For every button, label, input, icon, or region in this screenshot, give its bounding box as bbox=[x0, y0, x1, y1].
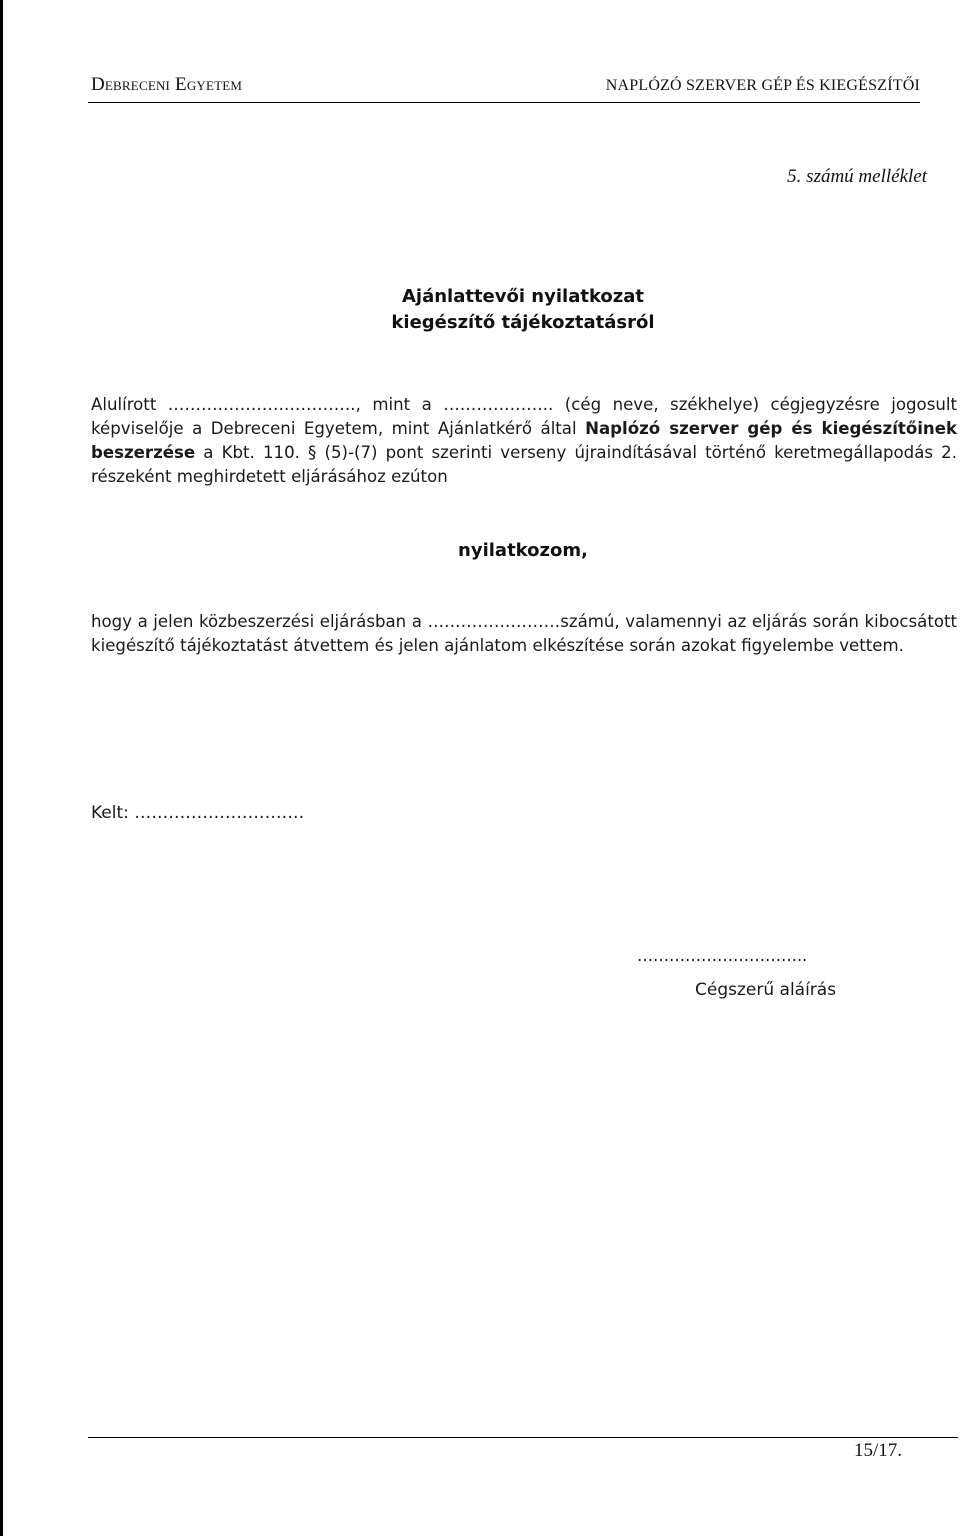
annex-label: 5. számú melléklet bbox=[787, 166, 927, 187]
document-subtitle: kiegészítő tájékoztatásról bbox=[391, 312, 655, 333]
intro-procurement-name: Naplózó szerver gép és kiegészítőinek beszerzése bbox=[91, 419, 958, 462]
page-number: 15/17. bbox=[854, 1440, 903, 1461]
signature-label: Cégszerű aláírás bbox=[695, 980, 837, 1000]
intro-text-2: a Kbt. 110. § (5)-(7) pont szerinti verseny újraindításával történő keretmegállapodás 2. részeként meghirdetett eljárásához ezúton bbox=[91, 443, 957, 486]
header-university: Debreceni Egyetem bbox=[91, 74, 243, 95]
signature-line: ………………………….. bbox=[637, 946, 808, 965]
intro-text-1: Alulírott ……………………………., mint a ……………….. (cég neve, székhelye) cégjegyzésre jogosult képviselője a Debreceni Egyetem, mint Ajánlatkérő által bbox=[91, 395, 957, 438]
page-header bbox=[88, 74, 920, 103]
date-field: Kelt: ………………………… bbox=[91, 803, 305, 823]
footer-divider bbox=[88, 1437, 958, 1438]
intro-paragraph bbox=[91, 393, 957, 489]
declaration-heading: nyilatkozom, bbox=[458, 540, 588, 561]
declaration-paragraph: hogy a jelen közbeszerzési eljárásban a ……………………számú, valamennyi az eljárás során kibocsátott kiegészítő tájékoztatást átvettem és jelen ajánlatom elkészítése során azokat figyelembe vettem. bbox=[91, 612, 957, 655]
header-subject: NAPLÓZÓ SZERVER GÉP ÉS KIEGÉSZÍTŐI bbox=[605, 77, 920, 94]
document-title: Ajánlattevői nyilatkozat bbox=[401, 286, 645, 307]
